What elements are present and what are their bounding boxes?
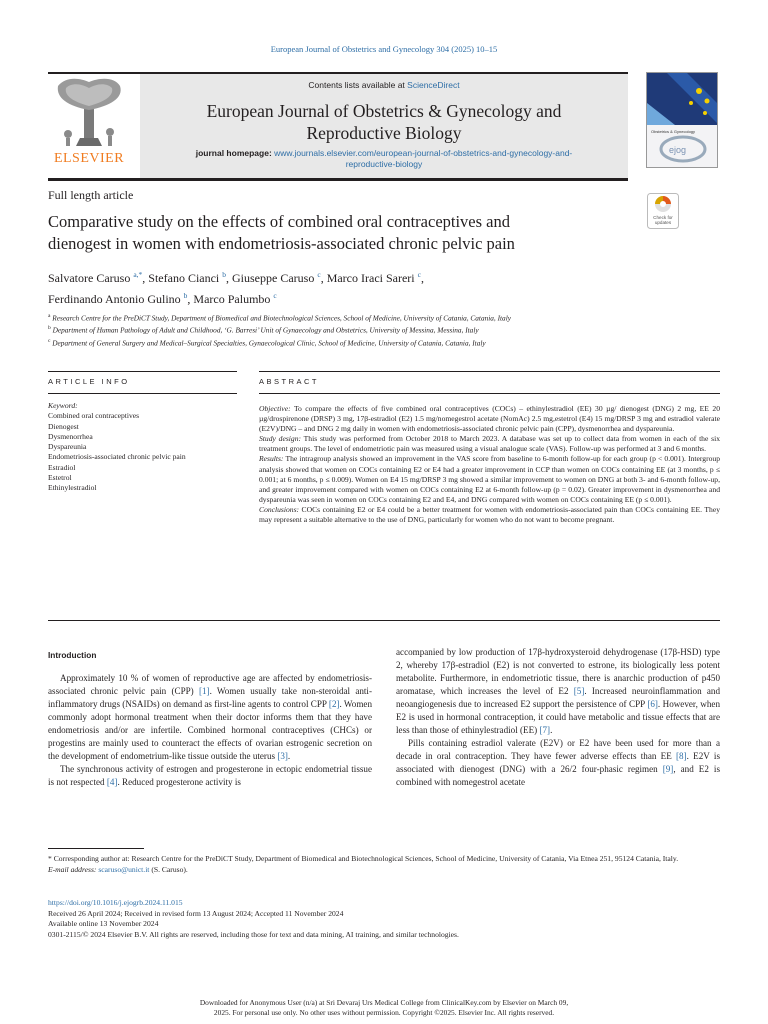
keyword-item: Estradiol — [48, 462, 76, 472]
design-label: Study design: — [259, 434, 302, 444]
sciencedirect-link[interactable]: ScienceDirect — [407, 80, 460, 90]
body-text: The synchronous activity of estrogen and progesterone in ectopic endometrial tissue is not respected — [48, 764, 372, 788]
affiliation-item — [48, 311, 728, 323]
abstract-heading: ABSTRACT — [259, 377, 320, 386]
contents-line — [140, 80, 628, 90]
author-sep: , — [187, 292, 194, 306]
author[interactable]: Ferdinando Antonio Gulino — [48, 292, 181, 306]
author[interactable]: Stefano Cianci — [148, 271, 220, 285]
body-text: . — [550, 725, 553, 736]
journal-homepage — [140, 148, 628, 170]
author[interactable]: Giuseppe Caruso — [232, 271, 315, 285]
keyword-item: Combined oral contraceptives — [48, 411, 140, 421]
author-affil-mark[interactable]: b — [222, 270, 227, 279]
citation-link[interactable]: [1] — [198, 686, 210, 697]
conclusions-text: COCs containing E2 or E4 could be a better treatment for women with endometriosis-associated pain than COCs containing EE. They may represent a suitable alternative to the use of DNG, particularly for women who do not want to become pregnant. — [259, 504, 720, 525]
download-footer — [0, 998, 768, 1018]
abstract-results — [259, 454, 720, 504]
keyword-item: Dienogest — [48, 421, 79, 431]
body-text: . Increased neuroinflammation and neoangiogenesis due to increased E2 support the persistence of CPP — [396, 686, 720, 710]
citation-link[interactable]: [6] — [647, 699, 658, 710]
abstract-design — [259, 434, 720, 454]
body-text: . E2V is associated with dienogest (DNG) with a 26/2 four-phasic regimen — [396, 751, 720, 775]
article-info-heading: ARTICLE INFO — [48, 377, 130, 386]
design-text: This study was performed from October 2018 to March 2023. A database was set up to collect data from women in each of the six treatment groups. The level of endometriotic pain was measured using a visual analogue scale (VAS). Follow-up was performed at 3 and 6 months. — [259, 434, 720, 454]
corresponding-mark: * — [48, 854, 52, 863]
author[interactable]: Marco Iraci Sareri — [326, 271, 415, 285]
affiliation-key: a — [48, 313, 51, 319]
author[interactable]: Marco Palumbo — [193, 292, 271, 306]
journal-title-line2: Reproductive Biology — [306, 123, 462, 143]
copyright-notice: 0301-2115/© 2024 Elsevier B.V. All rights are reserved, including those for text and data mining, AI training, and similar technologies. — [48, 929, 459, 939]
body-text: Approximately 10 % of women of reproductive age are affected by endometriosis-associated chronic pelvic pain (CPP) — [48, 673, 372, 697]
author-sep: , — [142, 271, 149, 285]
body-text: . Women commonly adopt hormonal treatment when their doctor informs them that they have endometriosis and/or are infertile. Combined hormonal contraceptives (CHCs) or progestins are mainly used to counteract the effects of ovarian estrogenic secretion on the development of endometrium-like tissue outside the uterus — [48, 699, 372, 762]
body-paragraph — [48, 763, 372, 789]
abstract-sub-rule — [259, 393, 720, 394]
body-text: . Reduced progesterone activity is — [117, 777, 241, 788]
affiliation-text: Department of Human Pathology of Adult and Childhood, ‘G. Barresi’ Unit of Gynaecology and Obstetrics, University of Messina, Messina, Italy — [52, 325, 479, 335]
author-sep: , — [320, 271, 327, 285]
abstract-objective — [259, 404, 720, 434]
author-affil-mark[interactable]: c — [273, 291, 277, 300]
conclusions-label: Conclusions: — [259, 504, 300, 514]
author-affil-mark[interactable]: c — [317, 270, 321, 279]
author-affil-mark[interactable]: b — [183, 291, 188, 300]
results-label: Results: — [259, 454, 284, 464]
results-text: The intragroup analysis showed an improvement in the VAS score from baseline to 6-month follow-up for each group (p < 0.001). Intergroup analysis showed that women on COCs containing E2 or E4 had a greater improvement in CCP than women on COCs containing EE (at 3 months, p ≤ 0.001; at 6 months, p ≤ 0.009). Women on E4 15 mg/DRSP 3 mg showed a similar improvement to women on DNG at both 3- and 6-month follow-up, and greater improvement compared with women on COCs containing E2 at 6-month follow-up (p = 0.02). Greater improvement in dysmenorrhea and dyspareunia was seen in women on COCs containing E2 and E4, and DNG compared with women on COCs containing EE (p ≤ 0.001). — [259, 454, 720, 504]
journal-title — [140, 100, 628, 144]
doi-link[interactable]: https://doi.org/10.1016/j.ejogrb.2024.11.015 — [48, 898, 183, 907]
body-column-right — [396, 646, 720, 790]
keyword-item: Dysmenorrhea — [48, 431, 93, 441]
article-info-top-rule — [48, 371, 237, 372]
badge-line2: updates — [654, 220, 672, 225]
corresponding-text: Corresponding author at: Research Centre for the PreDiCT Study, Department of Biomedical and Biotechnological Sciences, School of Medicine, University of Catania, Via Etnea 251, 95124 Catania, Italy. — [51, 854, 679, 863]
body-text: . — [287, 751, 291, 762]
keyword-item: Dyspareunia — [48, 442, 87, 452]
svg-text:ejog: ejog — [669, 145, 687, 155]
citation-link[interactable]: [8] — [676, 751, 687, 762]
affiliation-text: Research Centre for the PreDiCT Study, Department of Biomedical and Biotechnological Sciences, School of Medicine, University of Catania, Catania, Italy — [52, 313, 511, 323]
footnote-rule — [48, 848, 144, 849]
journal-cover-thumbnail[interactable] — [646, 72, 718, 168]
citation-link[interactable]: [9] — [662, 764, 674, 775]
keyword-label: Keyword: — [48, 401, 78, 410]
header-bottom-rule — [48, 178, 628, 181]
abstract-bottom-rule — [48, 620, 720, 621]
check-for-updates-badge[interactable] — [647, 193, 679, 229]
body-text: . Women usually take non-steroidal anti-inflammatory drugs (NSAIDs) on demand as first-line agents to control CPP — [48, 686, 372, 710]
journal-citation-link[interactable]: European Journal of Obstetrics and Gynecology 304 (2025) 10–15 — [270, 44, 498, 54]
author[interactable]: Salvatore Caruso — [48, 271, 131, 285]
abstract-top-rule — [259, 371, 720, 372]
email-suffix: (S. Caruso). — [149, 865, 188, 874]
author-sep: , — [420, 271, 424, 285]
contents-prefix: Contents lists available at — [308, 80, 408, 90]
svg-text:Obstetrics & Gynecology: Obstetrics & Gynecology — [651, 129, 696, 134]
article-title — [48, 211, 628, 255]
publication-info — [48, 898, 720, 940]
author-list — [48, 266, 688, 308]
citation-link[interactable]: [4] — [106, 777, 118, 788]
citation-link[interactable]: [2] — [328, 699, 340, 710]
citation-link[interactable]: [7] — [539, 725, 551, 736]
homepage-url-link-cont[interactable]: reproductive-biology — [345, 159, 423, 169]
corresponding-author-note — [48, 853, 720, 875]
article-title-line1: Comparative study on the effects of combined oral contraceptives and — [48, 212, 510, 231]
homepage-url-link[interactable]: www.journals.elsevier.com/european-journal-of-obstetrics-and-gynecology-and- — [274, 148, 573, 158]
author-affil-mark[interactable]: a,* — [133, 270, 143, 279]
abstract-conclusions — [259, 505, 720, 525]
body-column-left — [48, 672, 372, 789]
abstract-body — [259, 404, 720, 525]
affiliations — [48, 311, 728, 348]
body-text: , and E2 is combined with nomegestrol acetate — [396, 764, 720, 788]
keyword-list — [48, 401, 238, 494]
affiliation-key: c — [48, 337, 51, 344]
email-link[interactable]: scaruso@unict.it — [98, 865, 150, 874]
received-dates: Received 26 April 2024; Received in revised form 13 August 2024; Accepted 11 November 2024 — [48, 908, 344, 918]
introduction-heading: Introduction — [48, 650, 97, 660]
body-text: accompanied by low production of 17β-hydroxysteroid dehydrogenase (17β-HSD) type 2, whereby 17β-estradiol (E2) is not converted to estrone, its biologically less potent metabolite. Furthermore, in endometriotic tissue, there is anarchic production of p450 aromatase, which increases the level of E2 — [396, 647, 720, 697]
keyword-item: Endometriosis-associated chronic pelvic pain — [48, 452, 186, 462]
citation-link[interactable]: [3] — [277, 751, 288, 762]
homepage-label: journal homepage: — [195, 148, 275, 158]
badge-line1: Check for — [653, 215, 673, 220]
affiliation-item — [48, 336, 728, 348]
affiliation-item — [48, 323, 728, 335]
available-online: Available online 13 November 2024 — [48, 919, 159, 928]
citation-link[interactable]: [5] — [573, 686, 585, 697]
keyword-item: Estetrol — [48, 473, 72, 483]
body-text: . However, when E2 is used in hormonal contraception, it could have metabolic and tissue effects that are less than those of ethinylestradiol (EE) — [396, 699, 721, 736]
body-text: Pills containing estradiol valerate (E2V) or E2 have been used for more than a decade in oral contraception. They have fewer adverse effects than EE — [396, 738, 720, 762]
keyword-item: Ethinylestradiol — [48, 483, 97, 493]
body-paragraph — [396, 737, 720, 789]
email-label: E-mail address: — [48, 865, 99, 874]
journal-title-line1: European Journal of Obstetrics & Gynecology and — [206, 101, 562, 121]
affiliation-key: b — [48, 325, 51, 332]
footer-line1: Downloaded for Anonymous User (n/a) at Sri Devaraj Urs Medical College from ClinicalKey.com by Elsevier on March 09, — [199, 998, 569, 1007]
article-type: Full length article — [48, 188, 134, 202]
footer-line2: 2025. For personal use only. No other uses without permission. Copyright ©2025. Elsevier Inc. All rights reserved. — [213, 1008, 555, 1017]
article-title-line2: dienogest in women with endometriosis-associated chronic pelvic pain — [48, 234, 515, 253]
author-sep: , — [226, 271, 233, 285]
objective-label: Objective: — [259, 404, 291, 413]
affiliation-text: Department of General Surgery and Medical–Surgical Specialties, Gynaecological Clinic, School of Medicine, University of Catania, Catania, Italy — [52, 338, 486, 348]
article-info-sub-rule — [48, 393, 237, 394]
elsevier-wordmark: ELSEVIER — [53, 151, 125, 166]
objective-text: To compare the effects of five combined oral contraceptives (COCs) – ethinylestradiol (EE) 30 µg/ dienogest (DNG) 2 mg, EE 20 µg/drospirenone (DRSP) 3 mg, 17β-estradiol (E2) 1.5 mg/nomegestrol acetate (NomAc) 2.5 mg,estetrol (E4) 15 mg/DRSP 3 mg and estradiol valerate (E2V)/DNG – and DNG 2 mg daily in women with endometriosis-associated chronic pelvic pain (CPP), dysmenorrhea and dyspareunia. — [259, 404, 720, 434]
body-paragraph-continued — [396, 646, 720, 737]
body-paragraph — [48, 672, 372, 763]
author-affil-mark[interactable]: c — [417, 270, 421, 279]
